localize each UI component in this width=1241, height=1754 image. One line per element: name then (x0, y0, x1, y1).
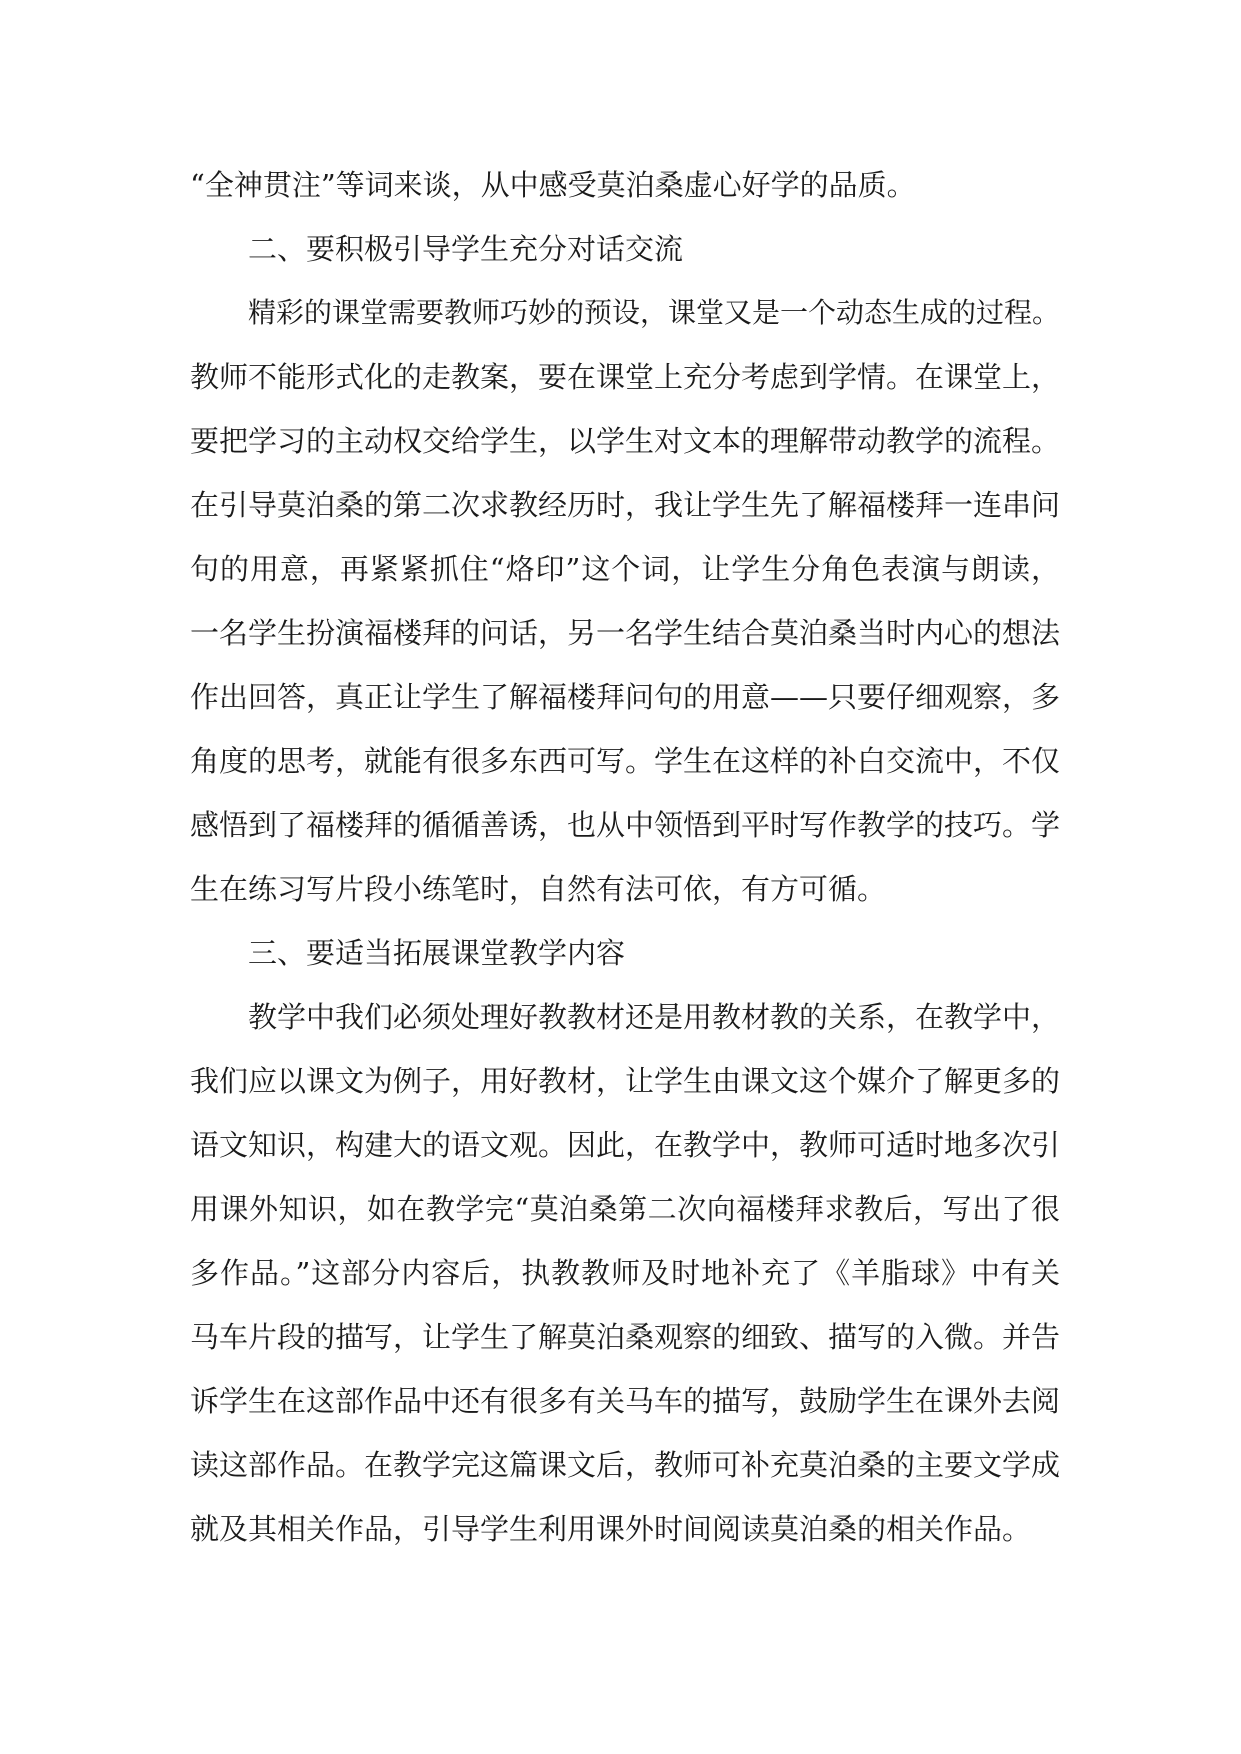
section-heading: 二、要积极引导学生充分对话交流 (248, 232, 684, 266)
text-line: 就及其相关作品，引导学生利用课外时间阅读莫泊桑的相关作品。 (190, 1512, 1032, 1546)
text-line: 我们应以课文为例子，用好教材，让学生由课文这个媒介了解更多的 (190, 1064, 1061, 1098)
text-line: 教学中我们必须处理好教教材还是用教材教的关系，在教学中， (248, 1000, 1061, 1034)
section-heading: 三、要适当拓展课堂教学内容 (248, 936, 626, 970)
text-line: 生在练习写片段小练笔时，自然有法可依，有方可循。 (190, 872, 887, 906)
text-line: 教师不能形式化的走教案，要在课堂上充分考虑到学情。在课堂上， (190, 360, 1061, 394)
text-line: 精彩的课堂需要教师巧妙的预设，课堂又是一个动态生成的过程。 (248, 296, 1061, 329)
text-line: 角度的思考，就能有很多东西可写。学生在这样的补白交流中，不仅 (190, 744, 1061, 778)
text-line: 句的用意，再紧紧抓住“烙印”这个词，让学生分角色表演与朗读， (190, 552, 1060, 586)
text-line: 一名学生扮演福楼拜的问话，另一名学生结合莫泊桑当时内心的想法 (190, 616, 1061, 650)
text-line: 诉学生在这部作品中还有很多有关马车的描写，鼓励学生在课外去阅 (190, 1384, 1061, 1418)
text-line: 读这部作品。在教学完这篇课文后，教师可补充莫泊桑的主要文学成 (190, 1448, 1061, 1482)
text-line: “全神贯注”等词来谈，从中感受莫泊桑虚心好学的品质。 (190, 168, 916, 202)
text-line: 在引导莫泊桑的第二次求教经历时，我让学生先了解福楼拜一连串问 (190, 488, 1061, 522)
text-line: 多作品。”这部分内容后，执教教师及时地补充了《羊脂球》中有关 (190, 1256, 1060, 1290)
text-line: 感悟到了福楼拜的循循善诱，也从中领悟到平时写作教学的技巧。学 (190, 808, 1061, 842)
body-text (190, 153, 1060, 1561)
text-line: 语文知识，构建大的语文观。因此，在教学中，教师可适时地多次引 (190, 1128, 1061, 1162)
text-line: 马车片段的描写，让学生了解莫泊桑观察的细致、描写的入微。并告 (190, 1320, 1061, 1354)
text-line: 用课外知识，如在教学完“莫泊桑第二次向福楼拜求教后，写出了很 (190, 1192, 1060, 1226)
text-line: 要把学习的主动权交给学生，以学生对文本的理解带动教学的流程。 (190, 424, 1061, 458)
text-line: 作出回答，真正让学生了解福楼拜问句的用意——只要仔细观察，多 (190, 680, 1061, 714)
